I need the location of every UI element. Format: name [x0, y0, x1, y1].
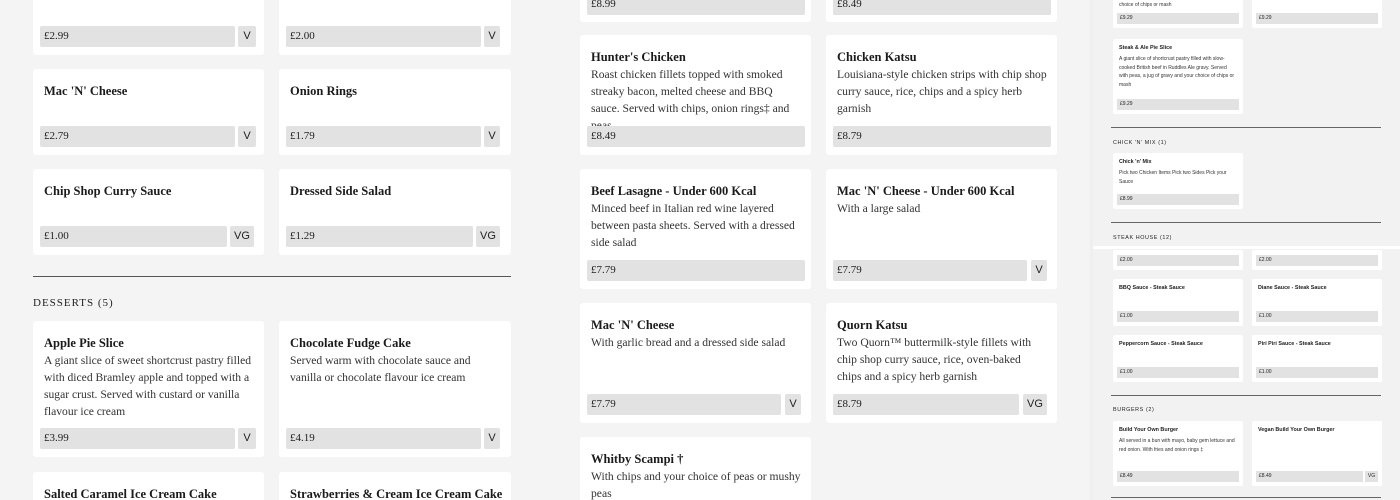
- price-label: £8.49: [1256, 471, 1363, 482]
- menu-item-card[interactable]: [33, 69, 264, 155]
- price-label: £8.99: [587, 0, 805, 15]
- item-description: Served warm with chocolate sauce and vanilla or chocolate flavour ice cream: [290, 354, 471, 384]
- item-title: Whitby Scampi †: [591, 452, 684, 466]
- menu-item-card[interactable]: [1113, 39, 1243, 114]
- price-label: £9.29: [1117, 99, 1239, 110]
- section-heading-burgers: BURGERS (2): [1113, 407, 1155, 413]
- menu-item-card[interactable]: [1252, 279, 1382, 326]
- vegetarian-badge: V: [238, 26, 256, 47]
- vegan-badge: VG: [230, 226, 254, 247]
- item-title: Mac 'N' Cheese: [44, 84, 128, 98]
- price-label: £3.99: [40, 428, 235, 449]
- menu-item-card[interactable]: [1113, 0, 1243, 28]
- section-heading-steak-house: STEAK HOUSE (12): [1113, 235, 1173, 241]
- item-title: Hunter's Chicken: [591, 50, 686, 64]
- item-title: Vegan Build Your Own Burger: [1258, 427, 1335, 433]
- section-divider: [1111, 395, 1381, 396]
- item-title: Strawberries & Cream Ice Cream Cake: [290, 487, 503, 500]
- price-label: £1.00: [40, 226, 227, 247]
- menu-item-card[interactable]: [580, 0, 811, 22]
- item-title: Mac 'N' Cheese - Under 600 Kcal: [837, 184, 1015, 198]
- section-divider: [1111, 497, 1381, 498]
- menu-item-card[interactable]: [33, 0, 264, 55]
- item-title: Peppercorn Sauce - Steak Sauce: [1119, 341, 1203, 347]
- menu-item-card[interactable]: [826, 0, 1057, 22]
- price-label: £1.00: [1256, 367, 1378, 378]
- section-divider: [1111, 222, 1381, 223]
- section-heading-desserts: DESSERTS (5): [33, 297, 114, 309]
- item-title: Piri Piri Sauce - Steak Sauce: [1258, 341, 1331, 347]
- price-label: £1.29: [286, 226, 473, 247]
- item-description: With a large salad: [837, 202, 921, 215]
- item-title: Mac 'N' Cheese: [591, 318, 675, 332]
- menu-item-card[interactable]: [33, 472, 264, 500]
- section-heading-chick-mix: CHICK 'N' MIX (1): [1113, 140, 1167, 146]
- price-label: £9.29: [1256, 13, 1378, 24]
- menu-item-card[interactable]: [279, 472, 511, 500]
- price-label: £2.99: [40, 26, 235, 47]
- menu-item-card[interactable]: [1113, 279, 1243, 326]
- item-title: Chicken Katsu: [837, 50, 917, 64]
- price-label: £8.49: [1117, 471, 1239, 482]
- vegetarian-badge: V: [238, 126, 256, 147]
- item-title: Apple Pie Slice: [44, 336, 124, 350]
- price-label: £2.00: [1256, 255, 1378, 266]
- price-label: £7.79: [587, 394, 781, 415]
- price-label: £1.79: [286, 126, 481, 147]
- vegetarian-badge: V: [484, 26, 500, 47]
- menu-item-card[interactable]: [826, 35, 1057, 155]
- menu-item-card[interactable]: [279, 321, 511, 457]
- price-label: £1.00: [1256, 311, 1378, 322]
- price-label: £1.00: [1117, 367, 1239, 378]
- item-description: Roast chicken fillets topped with smoked streaky bacon, melted cheese and BBQ sauce. Served with chips, onion rings‡ and: [591, 68, 790, 115]
- menu-item-card[interactable]: [826, 169, 1057, 289]
- menu-item-card[interactable]: [580, 169, 811, 289]
- price-label: £8.99: [1117, 194, 1239, 205]
- menu-item-card[interactable]: [826, 303, 1057, 423]
- price-label: £2.00: [1117, 255, 1239, 266]
- section-divider: [33, 276, 511, 277]
- item-description: Two Quorn™ buttermilk-style fillets with chip shop curry sauce, rice, oven-baked chips and a spicy herb garnish: [837, 336, 1032, 383]
- menu-item-card[interactable]: [1252, 421, 1382, 486]
- item-description: With garlic bread and a dressed side salad: [591, 336, 786, 349]
- price-label: £8.79: [833, 394, 1019, 415]
- item-title: Chick 'n' Mix: [1119, 159, 1152, 165]
- menu-item-card[interactable]: [33, 321, 264, 457]
- vegan-badge: VG: [1023, 394, 1047, 415]
- price-label: £8.79: [833, 126, 1051, 147]
- menu-item-card[interactable]: [1252, 250, 1382, 270]
- menu-item-card[interactable]: [580, 35, 811, 155]
- vegetarian-badge: V: [484, 126, 500, 147]
- price-label: £8.49: [587, 126, 805, 147]
- vegan-badge: VG: [476, 226, 500, 247]
- item-title: Steak & Ale Pie Slice: [1119, 45, 1173, 51]
- price-label: £7.79: [587, 260, 805, 281]
- menu-item-card[interactable]: [1113, 335, 1243, 382]
- menu-item-card[interactable]: [1252, 0, 1382, 28]
- price-label: £7.79: [833, 260, 1027, 281]
- section-separator: [1093, 246, 1400, 249]
- vegetarian-badge: V: [484, 428, 500, 449]
- menu-item-card[interactable]: [279, 0, 511, 55]
- menu-item-card[interactable]: [279, 169, 511, 255]
- item-description: A giant slice of sweet shortcrust pastry filled with diced Bramley apple and topped with a sugar crust. Served with custard or vanilla flavour ice cream: [44, 354, 252, 418]
- item-title: Quorn Katsu: [837, 318, 908, 332]
- vegetarian-badge: V: [1031, 260, 1047, 281]
- item-title: Dressed Side Salad: [290, 184, 392, 198]
- menu-column-1: [0, 0, 545, 500]
- item-description: A giant slice of shortcrust pastry filled with slow-cooked British beef in Ruddles Ale gravy. Served with peas, a jug of gravy and your choice of chips or mash: [1119, 56, 1235, 88]
- vegetarian-badge: V: [785, 394, 801, 415]
- menu-column-3: [1093, 0, 1400, 500]
- price-label: £1.00: [1117, 311, 1239, 322]
- menu-item-card[interactable]: [580, 303, 811, 423]
- item-title: Salted Caramel Ice Cream Cake: [44, 487, 217, 500]
- item-title: Build Your Own Burger: [1119, 427, 1179, 433]
- price-label: £2.79: [40, 126, 235, 147]
- price-label: £2.00: [286, 26, 481, 47]
- menu-item-card[interactable]: [580, 437, 811, 500]
- vegetarian-badge: V: [238, 428, 256, 449]
- menu-item-card[interactable]: [33, 169, 264, 255]
- menu-item-card[interactable]: [1113, 250, 1243, 270]
- price-label: £9.29: [1117, 13, 1239, 24]
- item-description: choice of chips or mash: [1119, 2, 1172, 8]
- item-description: With chips and your choice of peas or mushy peas: [591, 470, 801, 500]
- section-divider: [1111, 127, 1381, 128]
- item-title: Beef Lasagne - Under 600 Kcal: [591, 184, 757, 198]
- item-description: All served in a bun with mayo, baby gem lettuce and red onion. With fries and onion rings ‡: [1119, 438, 1235, 453]
- price-label: £4.19: [286, 428, 481, 449]
- menu-column-2: [545, 0, 1090, 500]
- menu-item-card[interactable]: [279, 69, 511, 155]
- item-description: Louisiana-style chicken strips with chip shop curry sauce, rice, chips and a spicy herb garnish: [837, 68, 1047, 115]
- menu-item-card[interactable]: [1252, 335, 1382, 382]
- vegan-badge: VG: [1365, 471, 1378, 482]
- item-title: BBQ Sauce - Steak Sauce: [1119, 285, 1185, 291]
- item-title: Chocolate Fudge Cake: [290, 336, 411, 350]
- item-description: Pick two Chicken Items Pick two Sides Pick your Sauce: [1119, 170, 1227, 185]
- menu-item-card[interactable]: [1113, 153, 1243, 209]
- item-title: Chip Shop Curry Sauce: [44, 184, 172, 198]
- item-description: Minced beef in Italian red wine layered between pasta sheets. Served with a dressed side salad: [591, 202, 795, 249]
- menu-item-card[interactable]: [1113, 421, 1243, 486]
- price-label: £8.49: [833, 0, 1051, 15]
- item-title: Onion Rings: [290, 84, 358, 98]
- item-title: Diane Sauce - Steak Sauce: [1258, 285, 1327, 291]
